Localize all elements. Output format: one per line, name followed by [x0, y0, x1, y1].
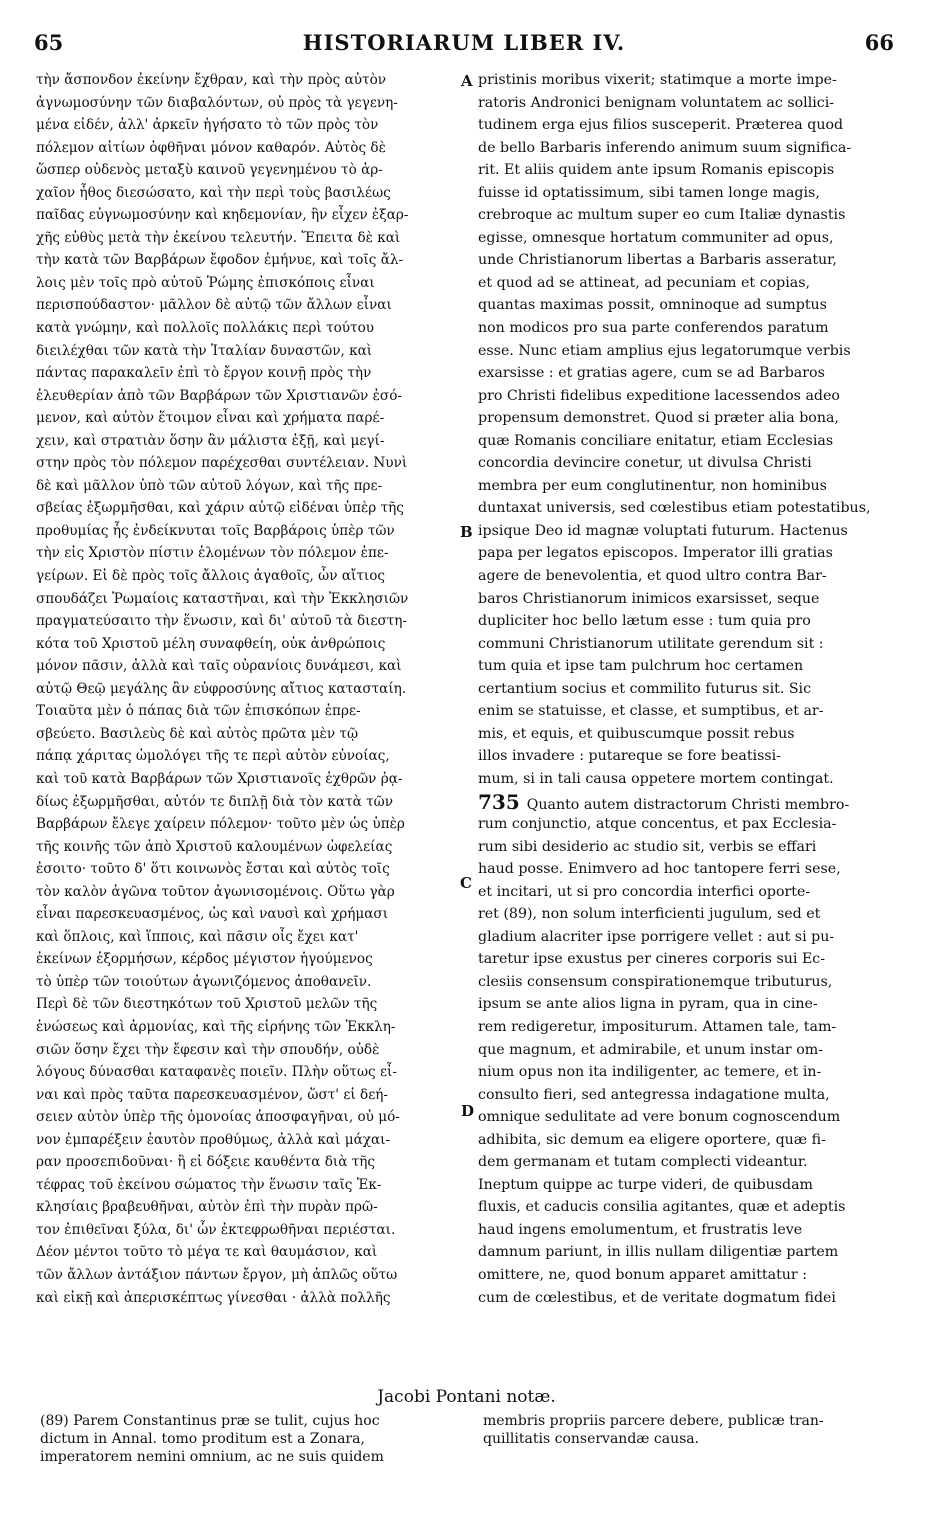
greek-text-line: καὶ τοῦ κατὰ Βαρβάρων τῶν Χριστιανοῖς ἐχθρῶν ῥᾳ-: [36, 770, 403, 787]
greek-text-line: πραγματεύσαιτο τὴν ἕνωσιν, καὶ δι' αὐτοῦ τὰ διεστη-: [36, 613, 408, 630]
greek-text-line: ἐλευθερίαν ἀπὸ τῶν Βαρβάρων τῶν Χριστιανῶν ἐσό-: [36, 387, 402, 404]
footnote-line: (89) Parem Constantinus præ se tulit, cujus hoc: [40, 1413, 380, 1429]
latin-text-line: duntaxat universis, sed cœlestibus etiam potestatibus,: [478, 500, 871, 517]
greek-text-line: μένα εἰδέν, ἀλλ' ἀρκεῖν ἡγήσατο τὸ τῶν πρὸς τὸν: [36, 117, 379, 134]
latin-text-line: papa per legatos episcopos. Imperator illi gratias: [478, 545, 833, 562]
latin-text-line: concordia devincire conetur, ut divulsa Christi: [478, 455, 812, 472]
greek-text-line: ὥσπερ οὐδενὸς μεταξὺ καινοῦ γεγενημένου τὸ ἀρ-: [36, 162, 383, 179]
latin-text-line: quantas maximas possit, omninoque ad sumptus: [478, 297, 827, 314]
latin-text-line: rum sibi desiderio ac studio sit, verbis se effari: [478, 838, 817, 855]
latin-text-line: damnum pariunt, in illis nullam diligentiæ partem: [478, 1244, 839, 1261]
latin-text-line: crebroque ac multum super eo cum Italiæ dynastis: [478, 207, 846, 224]
latin-text-line: tum quia et ipse tam pulchrum hoc certamen: [478, 658, 804, 675]
latin-text-column: [478, 69, 896, 1309]
footnote-right-column: [483, 1412, 893, 1448]
greek-text-line: δὲ καὶ μᾶλλον ὑπὸ τῶν αὐτοῦ λόγων, καὶ τῆς πρε-: [36, 477, 383, 494]
latin-text-line: quæ Romanis conciliare enitatur, etiam Ecclesias: [478, 432, 834, 449]
greek-text-line: τὴν ἄσπονδον ἐκείνην ἔχθραν, καὶ τὴν πρὸς αὐτὸν: [36, 72, 387, 88]
greek-text-line: κλησίαις βραβευθῆναι, αὐτὸν ἐπὶ τὴν πυρὰν πρῶ-: [36, 1199, 378, 1216]
latin-text-line: adhibita, sic demum ea eligere oportere, quæ fi-: [478, 1131, 826, 1148]
latin-text-line: nium opus non ita indiligenter, ac temere, et in-: [478, 1064, 822, 1081]
column-number: 735: [478, 790, 527, 814]
greek-text-line: πάντας παρακαλεῖν ἐπὶ τὸ ἔργον κοινῇ πρὸς τὴν: [36, 365, 372, 382]
latin-text-line: illos invadere : putareque se fore beatissi-: [478, 748, 781, 765]
greek-text-line: τῆς κοινῆς τῶν ἀπὸ Χριστοῦ καλουμένων ὠφελείας: [36, 838, 393, 855]
latin-text-line: que magnum, et admirabile, et unum instar om-: [478, 1041, 823, 1058]
greek-text-line: κότα τοῦ Χριστοῦ μέλη συναφθείη, οὐκ ἀνθρώποις: [36, 635, 386, 652]
latin-text-line: de bello Barbaris inferendo animum suum significa-: [478, 139, 852, 156]
latin-text-line: mum, si in tali causa oppetere mortem contingat.: [478, 770, 834, 787]
latin-text-line: exarsisse : et gratias agere, cum se ad Barbaros: [478, 365, 825, 382]
greek-text-line: Δέον μέντοι τοῦτο τὸ μέγα τε καὶ θαυμάσιον, καὶ: [36, 1244, 378, 1261]
latin-text-line: rum conjunctio, atque concentus, et pax Ecclesia-: [478, 816, 837, 833]
greek-text-line: περισπούδαστον· μᾶλλον δὲ αὐτῷ τῶν ἄλλων εἶναι: [36, 297, 392, 314]
greek-text-line: τέφρας τοῦ ἐκείνου σώματος τὴν ἕνωσιν ταῖς Ἐκ-: [36, 1176, 382, 1193]
greek-text-line: ἐσοιτο· τοῦτο δ' ὅτι κοινωνὸς ἔσται καὶ αὐτὸς τοῖς: [36, 861, 390, 878]
latin-text-line: cum de cœlestibus, et de veritate dogmatum fidei: [478, 1289, 836, 1306]
latin-text-line: omnique sedulitate ad vere bonum cognoscendum: [478, 1109, 841, 1126]
greek-text-line: τὴν κατὰ τῶν Βαρβάρων ἔφοδον ἐμήνυε, καὶ τοῖς ἄλ-: [36, 252, 404, 269]
footnote-line: dictum in Annal. tomo proditum est a Zonara,: [40, 1431, 365, 1447]
greek-text-line: πάπᾳ χάριτας ὡμολόγει τῆς τε περὶ αὐτὸν εὐνοίας,: [36, 748, 390, 765]
latin-text-line: agere de benevolentia, et quod ultro contra Bar-: [478, 568, 827, 585]
greek-text-line: σειεν αὐτὸν ὑπὲρ τῆς ὁμονοίας ἀποσφαγῆναι, οὐ μό-: [36, 1109, 400, 1126]
greek-text-line: σβεύετο. Βασιλεὺς δὲ καὶ αὐτὸς πρῶτα μὲν τῷ: [36, 725, 359, 742]
page-header: [34, 30, 894, 60]
latin-text-line: communi Christianorum utilitate gerendum sit :: [478, 635, 824, 652]
greek-text-line: προθυμίας ἧς ἐνδείκνυται τοῖς Βαρβάροις ὑπὲρ τῶν: [36, 522, 395, 539]
greek-text-line: παῖδας εὐγνωμοσύνην καὶ κηδεμονίαν, ἣν εἶχεν ἐξαρ-: [36, 207, 409, 224]
running-title: HISTORIARUM LIBER IV.: [302, 30, 626, 55]
page-number-left: 65: [34, 30, 64, 55]
greek-text-line: ἀγνωμοσύνην τῶν διαβαλόντων, οὐ πρὸς τὰ γεγενη-: [36, 94, 398, 111]
latin-text-line: dem germanam et tutam complecti videantur.: [478, 1154, 808, 1171]
page-number-right: 66: [864, 30, 894, 55]
latin-text-line: ret (89), non solum interficienti jugulum, sed et: [478, 906, 821, 923]
margin-marker-c: C: [460, 874, 472, 892]
greek-text-line: καὶ εἰκῇ καὶ ἀπερισκέπτως γίνεσθαι · ἀλλὰ πολλῆς: [36, 1289, 391, 1306]
greek-text-line: τὸν καλὸν ἀγῶνα τοῦτον ἀγωνισομένοις. Οὕτω γὰρ: [36, 883, 395, 900]
latin-text-line: enim se statuisse, et classe, et sumptibus, et ar-: [478, 703, 824, 720]
margin-marker-a: A: [461, 72, 473, 90]
latin-text-line: esse. Nunc etiam amplius ejus legatorumque verbis: [478, 342, 851, 359]
latin-text-line: ratoris Andronici benignam voluntatem ac sollici-: [478, 94, 835, 111]
latin-text-line: pro Christi fidelibus expeditione lacessendos adeo: [478, 387, 840, 404]
greek-text-line: ναι καὶ πρὸς ταῦτα παρεσκευασμένον, ὥστ' εἰ δεή-: [36, 1086, 388, 1103]
latin-text-line: consulto fieri, sed antegressa indagatione multa,: [478, 1086, 830, 1103]
latin-text-line: rem redigeretur, impositurum. Attamen tale, tam-: [478, 1018, 837, 1035]
greek-text-line: ἑνώσεως καὶ ἁρμονίας, καὶ τῆς εἰρήνης τῶν Ἐκκλη-: [36, 1018, 396, 1035]
greek-text-line: διειλέχθαι τῶν κατὰ τὴν Ἰταλίαν δυναστῶν, καὶ: [36, 342, 373, 359]
latin-text-line: pristinis moribus vixerit; statimque a morte impe-: [478, 72, 837, 88]
latin-text-line: Ineptum quippe ac turpe videri, de quibusdam: [478, 1176, 813, 1193]
latin-text-line: mis, et equis, et quibuscumque possit rebus: [478, 725, 795, 742]
greek-text-line: πόλεμον αἰτίων ὀφθῆναι μόνον καθαρόν. Αὐτὸς δὲ: [36, 139, 386, 156]
latin-text-line: gladium alacriter ipse porrigere vellet : aut si pu-: [478, 928, 835, 945]
latin-text-line: haud ingens emolumentum, et frustratis leve: [478, 1221, 803, 1238]
greek-text-line: κατὰ γνώμην, καὶ πολλοῖς πολλάκις περὶ τούτου: [36, 320, 375, 337]
latin-text-line: et incitari, ut si pro concordia interfici oporte-: [478, 883, 811, 900]
greek-text-line: ραν προσεπιδοῦναι· ἢ εἰ δόξειε καυθέντα διὰ τῆς: [36, 1154, 375, 1171]
latin-text-line: membra per eum conglutinentur, non hominibus: [478, 477, 827, 494]
greek-text-line: χῆς εὐθὺς μετὰ τὴν ἐκείνου τελευτήν. Ἔπειτα δὲ καὶ: [36, 229, 401, 246]
greek-text-line: μόνον πᾶσιν, ἀλλὰ καὶ ταῖς οὐρανίοις δυνάμεσι, καὶ: [36, 658, 402, 675]
latin-text-line: certantium socius et commilito futurus sit. Sic: [478, 680, 812, 697]
greek-text-line: τον ἐπιθεῖναι ξύλα, δι' ὧν ἐκτεφρωθῆναι περιέσται.: [36, 1221, 396, 1238]
latin-text-line: dupliciter hoc bello lætum esse : tum quia pro: [478, 613, 811, 630]
greek-text-line: Περὶ δὲ τῶν διεστηκότων τοῦ Χριστοῦ μελῶν τῆς: [36, 996, 378, 1013]
greek-text-line: λοις μὲν τοῖς πρὸ αὐτοῦ Ῥώμης ἐπισκόποις εἶναι: [36, 274, 375, 291]
greek-text-line: εἶναι παρεσκευασμένος, ὡς καὶ ναυσὶ καὶ χρήμασι: [36, 906, 389, 923]
latin-text-line: tudinem erga ejus filios susceperit. Præterea quod: [478, 117, 844, 134]
footnote-line: imperatorem nemini omnium, ac ne suis quidem: [40, 1449, 384, 1465]
greek-text-line: σβείας ἐξωρμῆσθαι, καὶ χάριν αὐτῷ εἰδέναι ὑπὲρ τῆς: [36, 500, 404, 517]
greek-text-line: καὶ ὅπλοις, καὶ ἵπποις, καὶ πᾶσιν οἷς ἔχει κατ': [36, 928, 359, 945]
latin-text-line: fuisse id optatissimum, sibi tamen longe magis,: [478, 184, 820, 201]
latin-text-line: rit. Et aliis quidem ante ipsum Romanis episcopis: [478, 162, 835, 179]
margin-marker-d: D: [461, 1102, 475, 1120]
footnote-line: quillitatis conservandæ causa.: [483, 1431, 700, 1447]
greek-text-line: σπουδάζει Ῥωμαίοις καταστῆναι, καὶ τὴν Ἐκκλησιῶν: [36, 590, 409, 607]
greek-text-line: Τοιαῦτα μὲν ὁ πάπας διὰ τῶν ἐπισκόπων ἐπρε-: [36, 703, 361, 720]
margin-marker-b: B: [460, 523, 473, 541]
greek-text-line: μενον, καὶ αὐτὸν ἕτοιμον εἶναι καὶ χρήματα παρέ-: [36, 410, 385, 427]
greek-text-line: τὴν εἰς Χριστὸν πίστιν ἑλομένων τὸν πόλεμον ἐπε-: [36, 545, 389, 562]
greek-text-line: δίως ἐξωρμῆσθαι, αὐτόν τε διπλῇ διὰ τὸν κατὰ τῶν: [36, 793, 394, 810]
latin-text-line: omittere, ne, quod bonum apparet amittatur :: [478, 1266, 807, 1283]
greek-text-line: τῶν ἄλλων ἀντάξιον πάντων ἔργον, μὴ ἁπλῶς οὕτω: [36, 1266, 398, 1283]
latin-text-line: propensum demonstret. Quod si præter alia bona,: [478, 410, 839, 427]
latin-text-line: haud posse. Enimvero ad hoc tantopere ferri sese,: [478, 861, 841, 878]
greek-text-line: νον ἐμπαρέξειν ἑαυτὸν προθύμως, ἀλλὰ καὶ μάχαι-: [36, 1131, 391, 1148]
latin-text-line: ipsique Deo id magnæ voluptati futurum. Hactenus: [478, 522, 848, 539]
greek-text-line: αὐτῷ Θεῷ μεγάλης ἂν εὐφροσύνης αἴτιος κατασταίη.: [36, 680, 407, 697]
latin-text-line: 735 Quanto autem distractorum Christi membro-: [478, 790, 850, 814]
greek-text-line: γείρων. Εἰ δὲ πρὸς τοῖς ἄλλοις ἀγαθοῖς, ὧν αἴτιος: [36, 568, 385, 585]
latin-text-line: baros Christianorum inimicos exarsisset, seque: [478, 590, 820, 607]
greek-text-line: λόγους δύνασθαι καταφανὲς ποιεῖν. Πλὴν οὕτως εἶ-: [36, 1064, 397, 1081]
latin-text-line: taretur ipse exustus per cineres corporis sui Ec-: [478, 951, 826, 968]
latin-text-line: fluxis, et caducis consilia agitantes, quæ et adeptis: [478, 1199, 846, 1216]
greek-text-line: Βαρβάρων ἔλεγε χαίρειν πόλεμον· τοῦτο μὲν ὡς ὑπὲρ: [36, 816, 405, 833]
latin-text-line: et quod ad se attineat, ad pecuniam et copias,: [478, 274, 810, 291]
notes-title: Jacobi Pontani notæ.: [377, 1387, 556, 1407]
greek-text-line: σιῶν ὅσην ἔχει τὴν ἔφεσιν καὶ τὴν σπουδήν, οὐδὲ: [36, 1041, 380, 1058]
greek-text-line: στην πρὸς τὸν πόλεμον παρέχεσθαι συντέλειαν. Νυνὶ: [36, 455, 408, 472]
footnote-line: membris propriis parcere debere, publicæ tran-: [483, 1413, 824, 1429]
greek-text-line: τὸ ὑπὲρ τῶν τοιούτων ἀγωνιζόμενος ἀποθανεῖν.: [36, 973, 372, 990]
greek-text-column: [36, 69, 459, 1309]
latin-text-line: non modicos pro sua parte conferendos paratum: [478, 320, 829, 337]
greek-text-line: ἐκείνων ἐξορμήσων, κέρδος μέγιστον ἡγούμενος: [36, 951, 373, 968]
latin-text-line: clesiis consensum conspirationemque tributurus,: [478, 973, 833, 990]
footnote-left-column: [40, 1412, 452, 1466]
latin-text-line: ipsum se ante alios ligna in pyram, qua in cine-: [478, 996, 818, 1013]
latin-text-line: unde Christianorum libertas a Barbaris asseratur,: [478, 252, 837, 269]
latin-text-line: egisse, omnesque hortatum communiter ad opus,: [478, 229, 834, 246]
greek-text-line: χαῖον ἦθος διεσώσατο, καὶ τὴν περὶ τοὺς βασιλέως: [36, 184, 391, 201]
greek-text-line: χειν, καὶ στρατιὰν ὅσην ἂν μάλιστα ἐξῇ, καὶ μεγί-: [36, 432, 385, 449]
